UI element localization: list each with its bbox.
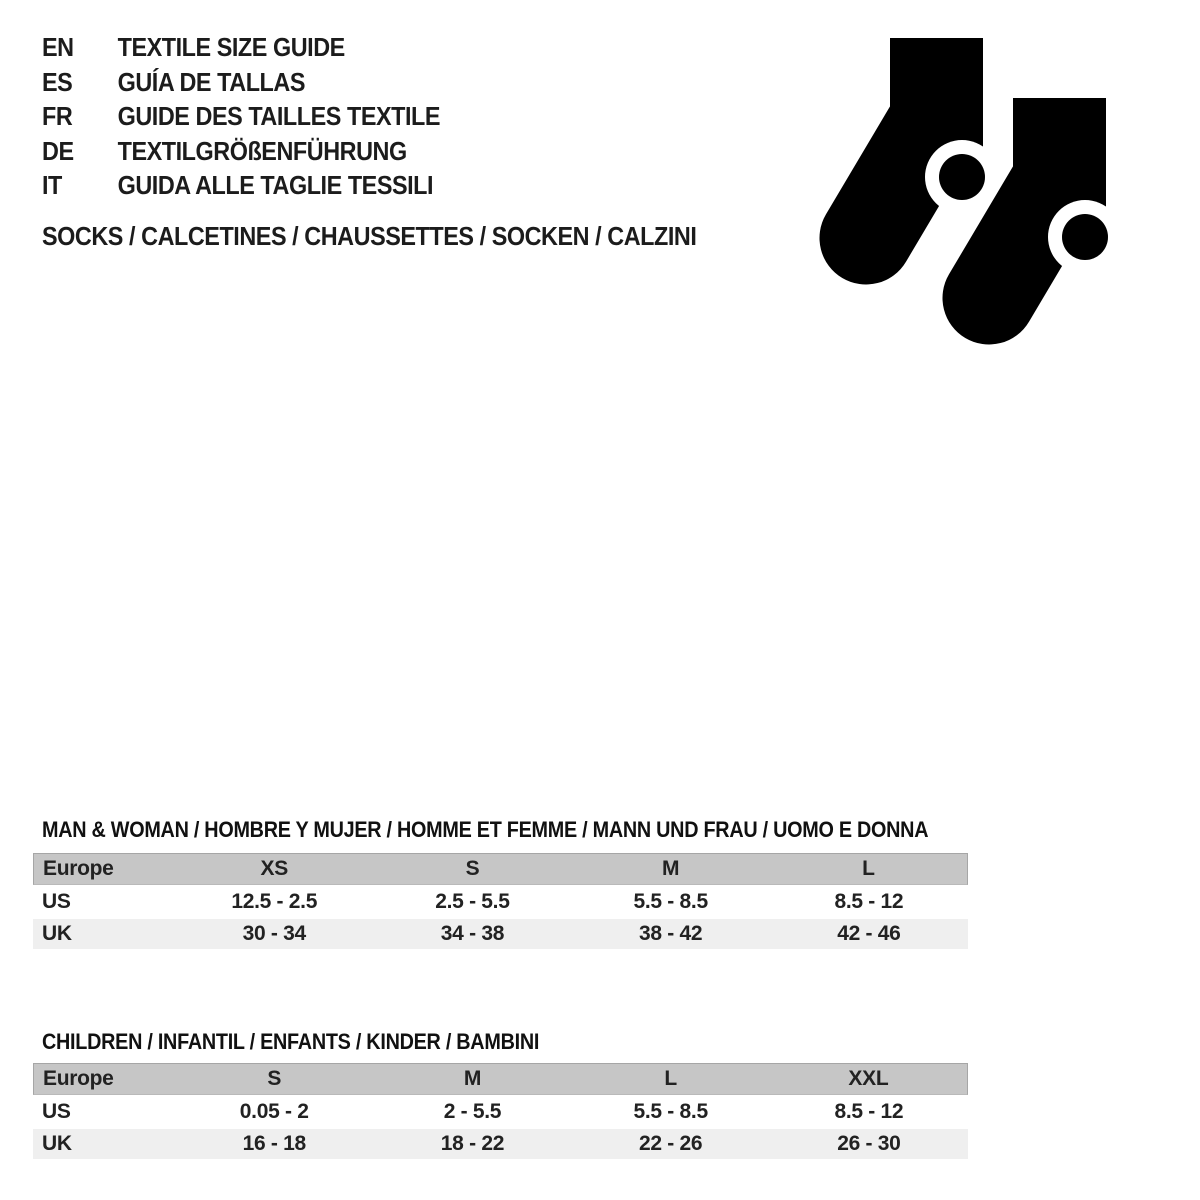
size-cell: 0.05 - 2 <box>175 1097 373 1127</box>
size-cell: 38 - 42 <box>572 919 770 949</box>
row-label: UK <box>33 919 175 949</box>
socks-icon <box>790 20 1130 355</box>
table-title-children: CHILDREN / INFANTIL / ENFANTS / KINDER / BAMBINI <box>42 1029 540 1054</box>
size-cell: 2.5 - 5.5 <box>373 887 571 917</box>
size-cell: 12.5 - 2.5 <box>175 887 373 917</box>
size-cell: 34 - 38 <box>373 919 571 949</box>
col-header-size-m: M <box>572 853 770 885</box>
language-code: EN <box>42 32 74 62</box>
size-table-man-woman <box>33 851 968 951</box>
table-row-us <box>33 887 968 917</box>
table-title-man-woman: MAN & WOMAN / HOMBRE Y MUJER / HOMME ET FEMME / MANN UND FRAU / UOMO E DONNA <box>42 817 929 842</box>
guide-title-it: GUIDA ALLE TAGLIE TESSILI <box>117 170 434 200</box>
size-cell: 42 - 46 <box>770 919 968 949</box>
col-header-region: Europe <box>33 1063 175 1095</box>
col-header-region: Europe <box>33 853 175 885</box>
col-header-size-m: M <box>373 1063 571 1095</box>
table-header-row <box>33 853 968 885</box>
table-row-uk <box>33 919 968 949</box>
col-header-size-xxl: XXL <box>770 1063 968 1095</box>
table-row-us <box>33 1097 968 1127</box>
size-cell: 5.5 - 8.5 <box>572 1097 770 1127</box>
table-header-row <box>33 1063 968 1095</box>
col-header-size-xs: XS <box>175 853 373 885</box>
language-row-it <box>42 168 440 203</box>
guide-title-fr: GUIDE DES TAILLES TEXTILE <box>117 101 441 131</box>
size-cell: 16 - 18 <box>175 1129 373 1159</box>
guide-title-de: TEXTILGRÖßENFÜHRUNG <box>117 135 407 166</box>
row-label: US <box>33 887 175 917</box>
size-table-children <box>33 1061 968 1161</box>
language-row-en <box>42 30 440 65</box>
size-cell: 18 - 22 <box>373 1129 571 1159</box>
table-row-uk <box>33 1129 968 1159</box>
col-header-size-s: S <box>175 1063 373 1095</box>
guide-title-en: TEXTILE SIZE GUIDE <box>117 32 345 62</box>
language-code: ES <box>42 66 73 97</box>
row-label: UK <box>33 1129 175 1159</box>
language-code: FR <box>42 101 73 131</box>
language-code: DE <box>42 135 74 166</box>
row-label: US <box>33 1097 175 1127</box>
language-row-es <box>42 65 440 100</box>
size-cell: 8.5 - 12 <box>770 1097 968 1127</box>
language-row-fr <box>42 99 440 134</box>
category-line: SOCKS / CALCETINES / CHAUSSETTES / SOCKEN / CALZINI <box>42 221 697 251</box>
col-header-size-s: S <box>373 853 571 885</box>
size-cell: 22 - 26 <box>572 1129 770 1159</box>
language-row-de <box>42 134 440 169</box>
col-header-size-l: L <box>572 1063 770 1095</box>
size-cell: 26 - 30 <box>770 1129 968 1159</box>
size-cell: 30 - 34 <box>175 919 373 949</box>
sock-shape <box>866 38 999 238</box>
guide-title-es: GUÍA DE TALLAS <box>117 66 305 97</box>
language-code: IT <box>42 170 62 200</box>
size-cell: 8.5 - 12 <box>770 887 968 917</box>
col-header-size-l: L <box>770 853 968 885</box>
size-cell: 2 - 5.5 <box>373 1097 571 1127</box>
language-title-list <box>42 30 484 203</box>
size-cell: 5.5 - 8.5 <box>572 887 770 917</box>
